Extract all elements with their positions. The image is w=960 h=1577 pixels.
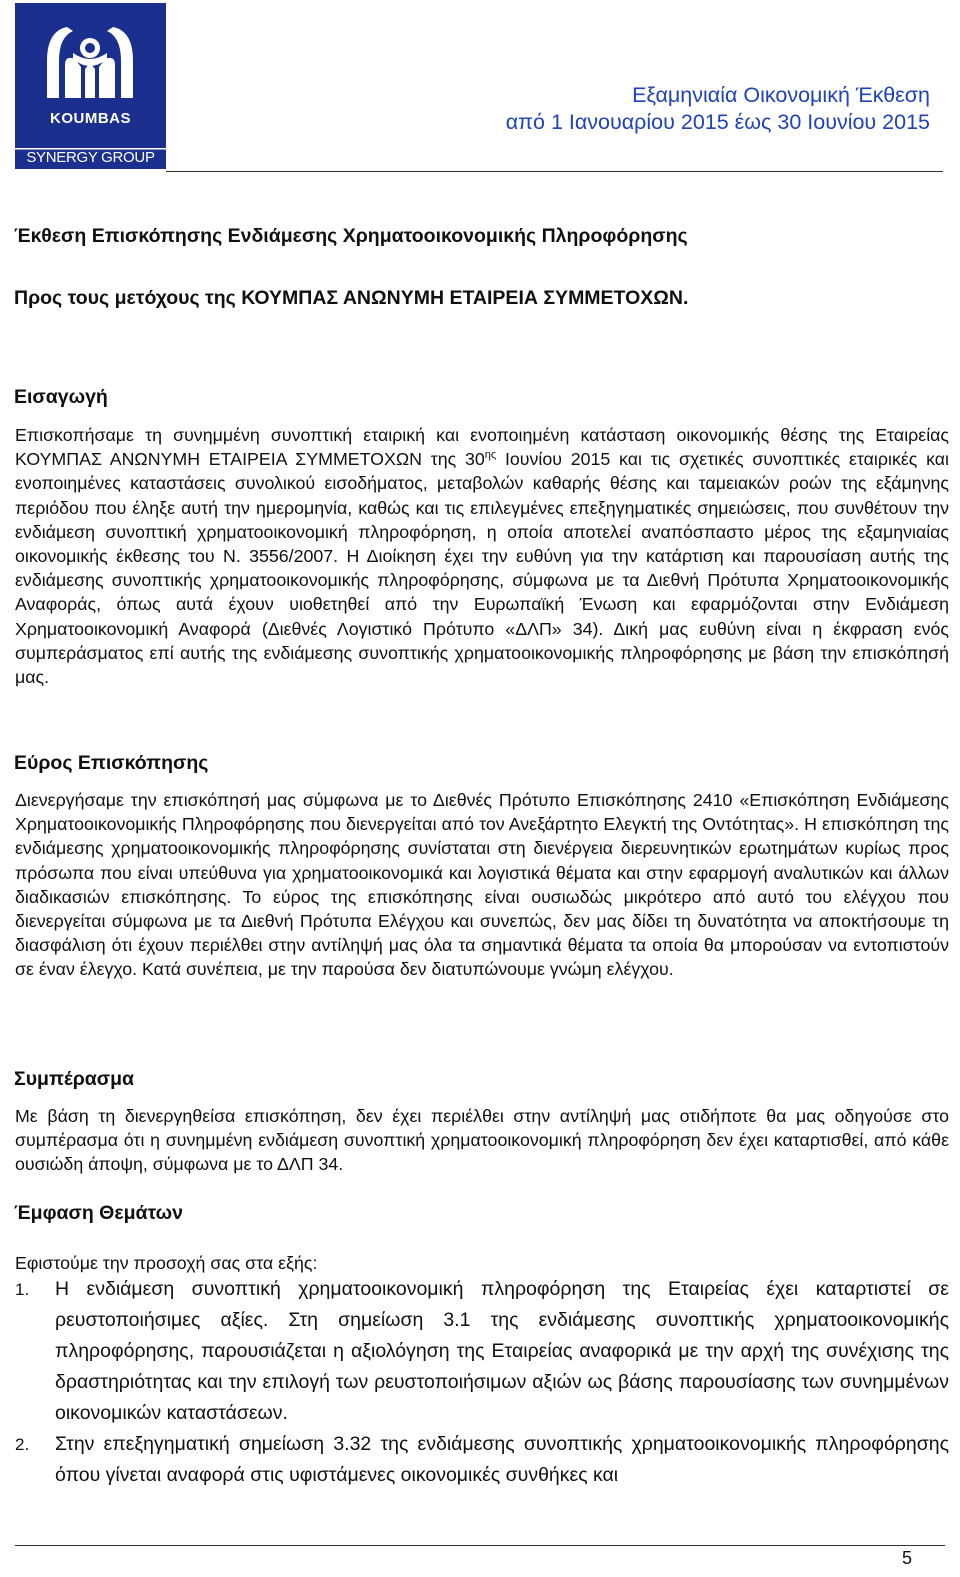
intro-text-part-1: Επισκοπήσαμε τη συνημμένη συνοπτική εταιρική και ενοποιημένη κατάσταση οικονομικής θέσης της Εταιρείας ΚΟΥΜΠΑΣ ΑΝΩΝΥΜΗ ΕΤΑΙΡΕΙΑ ΣΥΜΜΕΤΟΧΩΝ της 30 [15, 425, 949, 470]
header-divider [166, 171, 943, 172]
emphasis-intro: Εφιστούμε την προσοχή σας στα εξής: [15, 1253, 318, 1273]
conclusion-heading: Συμπέρασμα [14, 1068, 135, 1090]
list-item [15, 1274, 949, 1429]
intro-paragraph [15, 423, 949, 689]
scope-heading: Εύρος Επισκόπησης [14, 752, 209, 774]
page-number: 5 [901, 1548, 912, 1568]
report-title: Έκθεση Επισκόπησης Ενδιάμεσης Χρηματοοικονομικής Πληροφόρησης [14, 225, 688, 247]
company-logo [15, 3, 166, 169]
list-item-number: 1. [15, 1280, 30, 1299]
emphasis-list [15, 1274, 949, 1491]
list-item [15, 1429, 949, 1491]
list-item-number: 2. [15, 1435, 30, 1454]
header-title [506, 82, 930, 136]
list-item-text: Η ενδιάμεση συνοπτική χρηματοοικονομική πληροφόρηση της Εταιρείας έχει καταρτιστεί σε ρευστοποιήσιμες αξίες. Στη σημείωση 3.1 της ενδιάμεσης συνοπτικής χρηματοοικονομικής πληροφόρησης, παρουσιάζεται η αξιολόγηση της Εταιρείας αναφορικά με την αρχή της συνέχισης της δραστηριότητας και την επιλογή των ρευστοποιήσιμων αξιών ως βάσης παρουσίασης των συνημμένων οικονομικών καταστάσεων. [55, 1278, 949, 1424]
intro-text-part-2: Ιουνίου 2015 και τις σχετικές συνοπτικές εταιρικές και ενοποιημένες καταστάσεις συνολικού εισοδήματος, μεταβολών καθαρής θέσης και ταμειακών ροών της εξάμηνης περιόδου που έληξε αυτή την ημερομηνία, καθώς και τις επιλεγμένες επεξηγηματικές σημειώσεις, που συνθέτουν την ενδιάμεση συνοπτική χρηματοοικονομική πληροφόρηση, η οποία αποτελεί αναπόσπαστο μέρος της εξαμηνιαίας οικονομικής έκθεσης του Ν. 3556/2007. Η Διοίκηση έχει την ευθύνη για την κατάρτιση και παρουσίαση αυτής της ενδιάμεσης συνοπτικής χρηματοοικονομικής πληροφόρησης, σύμφωνα με τα Διεθνή Πρότυπα Χρηματοοικονομικής Αναφοράς, όπως αυτά έχουν υιοθετηθεί από την Ευρωπαϊκή Ένωση και εφαρμόζονται στην Ενδιάμεση Χρηματοοικονομική Αναφορά (Διεθνές Λογιστικό Πρότυπο «ΔΛΠ» 34). Δική μας ευθύνη είναι η έκφραση ενός συμπεράσματος επί αυτής της ενδιάμεσης συνοπτικής χρηματοοικονομικής πληροφόρησης με βάση την επισκόπησή μας. [15, 449, 949, 688]
addressee: Προς τους μετόχους της ΚΟΥΜΠΑΣ ΑΝΩΝΥΜΗ ΕΤΑΙΡΕΙΑ ΣΥΜΜΕΤΟΧΩΝ. [14, 287, 689, 309]
koumbas-emblem-icon [15, 3, 166, 169]
header-title-line-2: από 1 Ιανουαρίου 2015 έως 30 Ιουνίου 2015 [505, 110, 930, 134]
header-title-line-1: Εξαμηνιαία Οικονομική Έκθεση [632, 83, 930, 107]
intro-superscript: ης [484, 449, 497, 462]
intro-heading: Εισαγωγή [14, 386, 108, 408]
footer-divider [15, 1545, 945, 1546]
list-item-text: Στην επεξηγηματική σημείωση 3.32 της ενδιάμεσης συνοπτικής χρηματοοικονομικής πληροφόρησης όπου γίνεται αναφορά στις υφιστάμενες οικονομικές συνθήκες και [55, 1433, 949, 1486]
scope-paragraph: Διενεργήσαμε την επισκόπησή μας σύμφωνα με το Διεθνές Πρότυπο Επισκόπησης 2410 «Επισκόπηση Ενδιάμεσης Χρηματοοικονομικής Πληροφόρησης που διενεργείται από τον Ανεξάρτητο Ελεγκτή της Οντότητας». Η επισκόπηση της ενδιάμεσης χρηματοοικονομικής πληροφόρησης συνίσταται στη διενέργεια διερευνητικών ερωτημάτων κυρίως προς πρόσωπα που είναι υπεύθυνα για χρηματοοικονομικά και λογιστικά θέματα και στην εφαρμογή αναλυτικών και άλλων διαδικασιών επισκόπησης. Το εύρος της επισκόπησης είναι ουσιωδώς μικρότερο από αυτό του ελέγχου που διενεργείται σύμφωνα με τα Διεθνή Πρότυπα Ελέγχου και συνεπώς, δεν μας δίδει τη δυνατότητα να αποκτήσουμε τη διασφάλιση ότι έχουν περιέλθει στην αντίληψή μας όλα τα σημαντικά θέματα τα οποία θα μπορούσαν να εντοπιστούν σε έναν έλεγχο. Κατά συνέπεια, με την παρούσα δεν διατυπώνουμε γνώμη ελέγχου. [15, 790, 949, 980]
logo-company-name: KOUMBAS [50, 110, 131, 127]
logo-group-name: SYNERGY GROUP [26, 149, 155, 166]
conclusion-paragraph: Με βάση τη διενεργηθείσα επισκόπηση, δεν έχει περιέλθει στην αντίληψή μας οτιδήποτε θα μας οδηγούσε στο συμπέρασμα ότι η συνημμένη ενδιάμεση συνοπτική χρηματοοικονομική πληροφόρηση δεν έχει καταρτισθεί, από κάθε ουσιώδη άποψη, σύμφωνα με το ΔΛΠ 34. [15, 1106, 949, 1175]
emphasis-heading: Έμφαση Θεμάτων [14, 1202, 183, 1224]
